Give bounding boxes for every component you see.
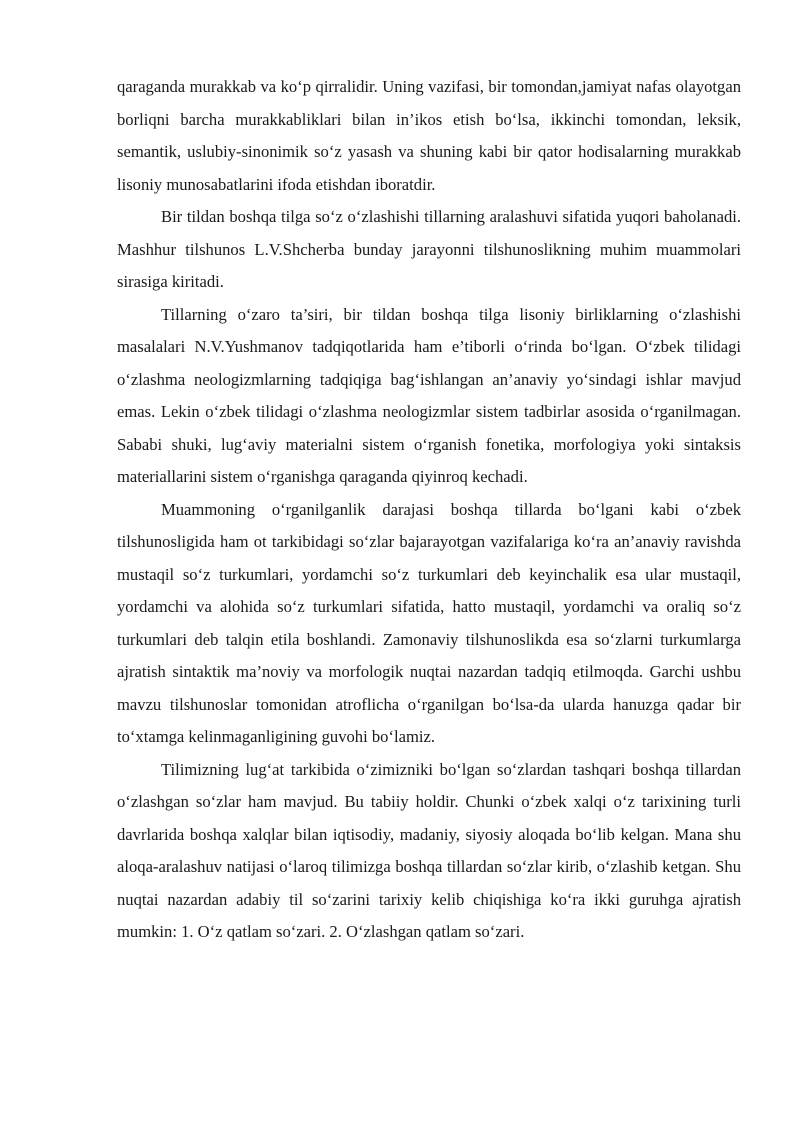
paragraph-lexical-composition: Tilimizning lug‘at tarkibida o‘zimizniki bo‘lgan so‘zlardan tashqari boshqa tillardan o‘zlashgan so‘zlar ham mavjud. Bu tabiiy holdir. Chunki o‘zbek xalqi o‘z tarixining turli davrlarida boshqa xalqlar bilan iqtisodiy, madaniy, siyosiy aloqada bo‘lib kelgan. Mana shu aloqa-aralashuv natijasi o‘laroq tilimizga boshqa tillardan so‘zlar kirib, o‘zlashib ketgan. Shu nuqtai nazardan adabiy til so‘zarini tarixiy kelib chiqishiga ko‘ra ikki guruhga ajratish mumkin: 1. O‘z qatlam so‘zari. 2. O‘zlashgan qatlam so‘zari. <box>117 759 741 941</box>
document-page <box>117 71 741 949</box>
paragraph-problem-study: Muammoning o‘rganilganlik darajasi boshqa tillarda bo‘lgani kabi o‘zbek tilshunosligida ham ot tarkibidagi so‘zlar bajarayotgan vazifalariga ko‘ra an’anaviy ravishda mustaqil so‘z turkumlari, yordamchi so‘z turkumlari deb keyinchalik esa ular mustaqil, yordamchi va alohida so‘z turkumlari sifatida, hatto mustaqil, yordamchi va oraliq so‘z turkumlari deb talqin etila boshlandi. Zamonaviy tilshunoslikda esa so‘zlarni turkumlarga ajratish sintaktik ma’noviy va morfologik nuqtai nazardan tadqiq etilmoqda. Garchi ushbu mavzu tilshunoslar tomonidan atroflicha o‘rganilgan bo‘lsa-da ularda hanuzga qadar bir to‘xtamga kelinmaganligining guvohi bo‘lamiz. <box>117 499 741 746</box>
paragraph-word-borrowing: Bir tildan boshqa tilga so‘z o‘zlashishi tillarning aralashuvi sifatida yuqori baholanadi. Mashhur tilshunos L.V.Shcherba bunday jarayonni tilshunoslikning muhim muammolari sirasiga kiritadi. <box>117 207 741 291</box>
paragraph-language-interaction: Tillarning o‘zaro ta’siri, bir tildan boshqa tilga lisoniy birliklarning o‘zlashishi masalalari N.V.Yushmanov tadqiqotlarida ham e’tiborli o‘rinda bo‘lgan. O‘zbek tilidagi o‘zlashma neologizmlarning tadqiqiga bag‘ishlangan an’anaviy yo‘sindagi ishlar mavjud emas. Lekin o‘zbek tilidagi o‘zlashma neologizmlar sistem tadbirlar asosida o‘rganilmagan. Sababi shuki, lug‘aviy materialni sistem o‘rganish fonetika, morfologiya yoki sintaksis materiallarini sistem o‘rganishga qaraganda qiyinroq kechadi. <box>117 304 741 486</box>
paragraph-continuation: qaraganda murakkab va ko‘p qirralidir. Uning vazifasi, bir tomondan,jamiyat nafas olayotgan borliqni barcha murakkabliklari bilan in’ikos etish bo‘lsa, ikkinchi tomondan, leksik, semantik, uslubiy-sinonimik so‘z yasash va shuning kabi bir qator hodisalarning murakkab lisoniy munosabatlarini ifoda etishdan iboratdir. <box>117 77 741 194</box>
